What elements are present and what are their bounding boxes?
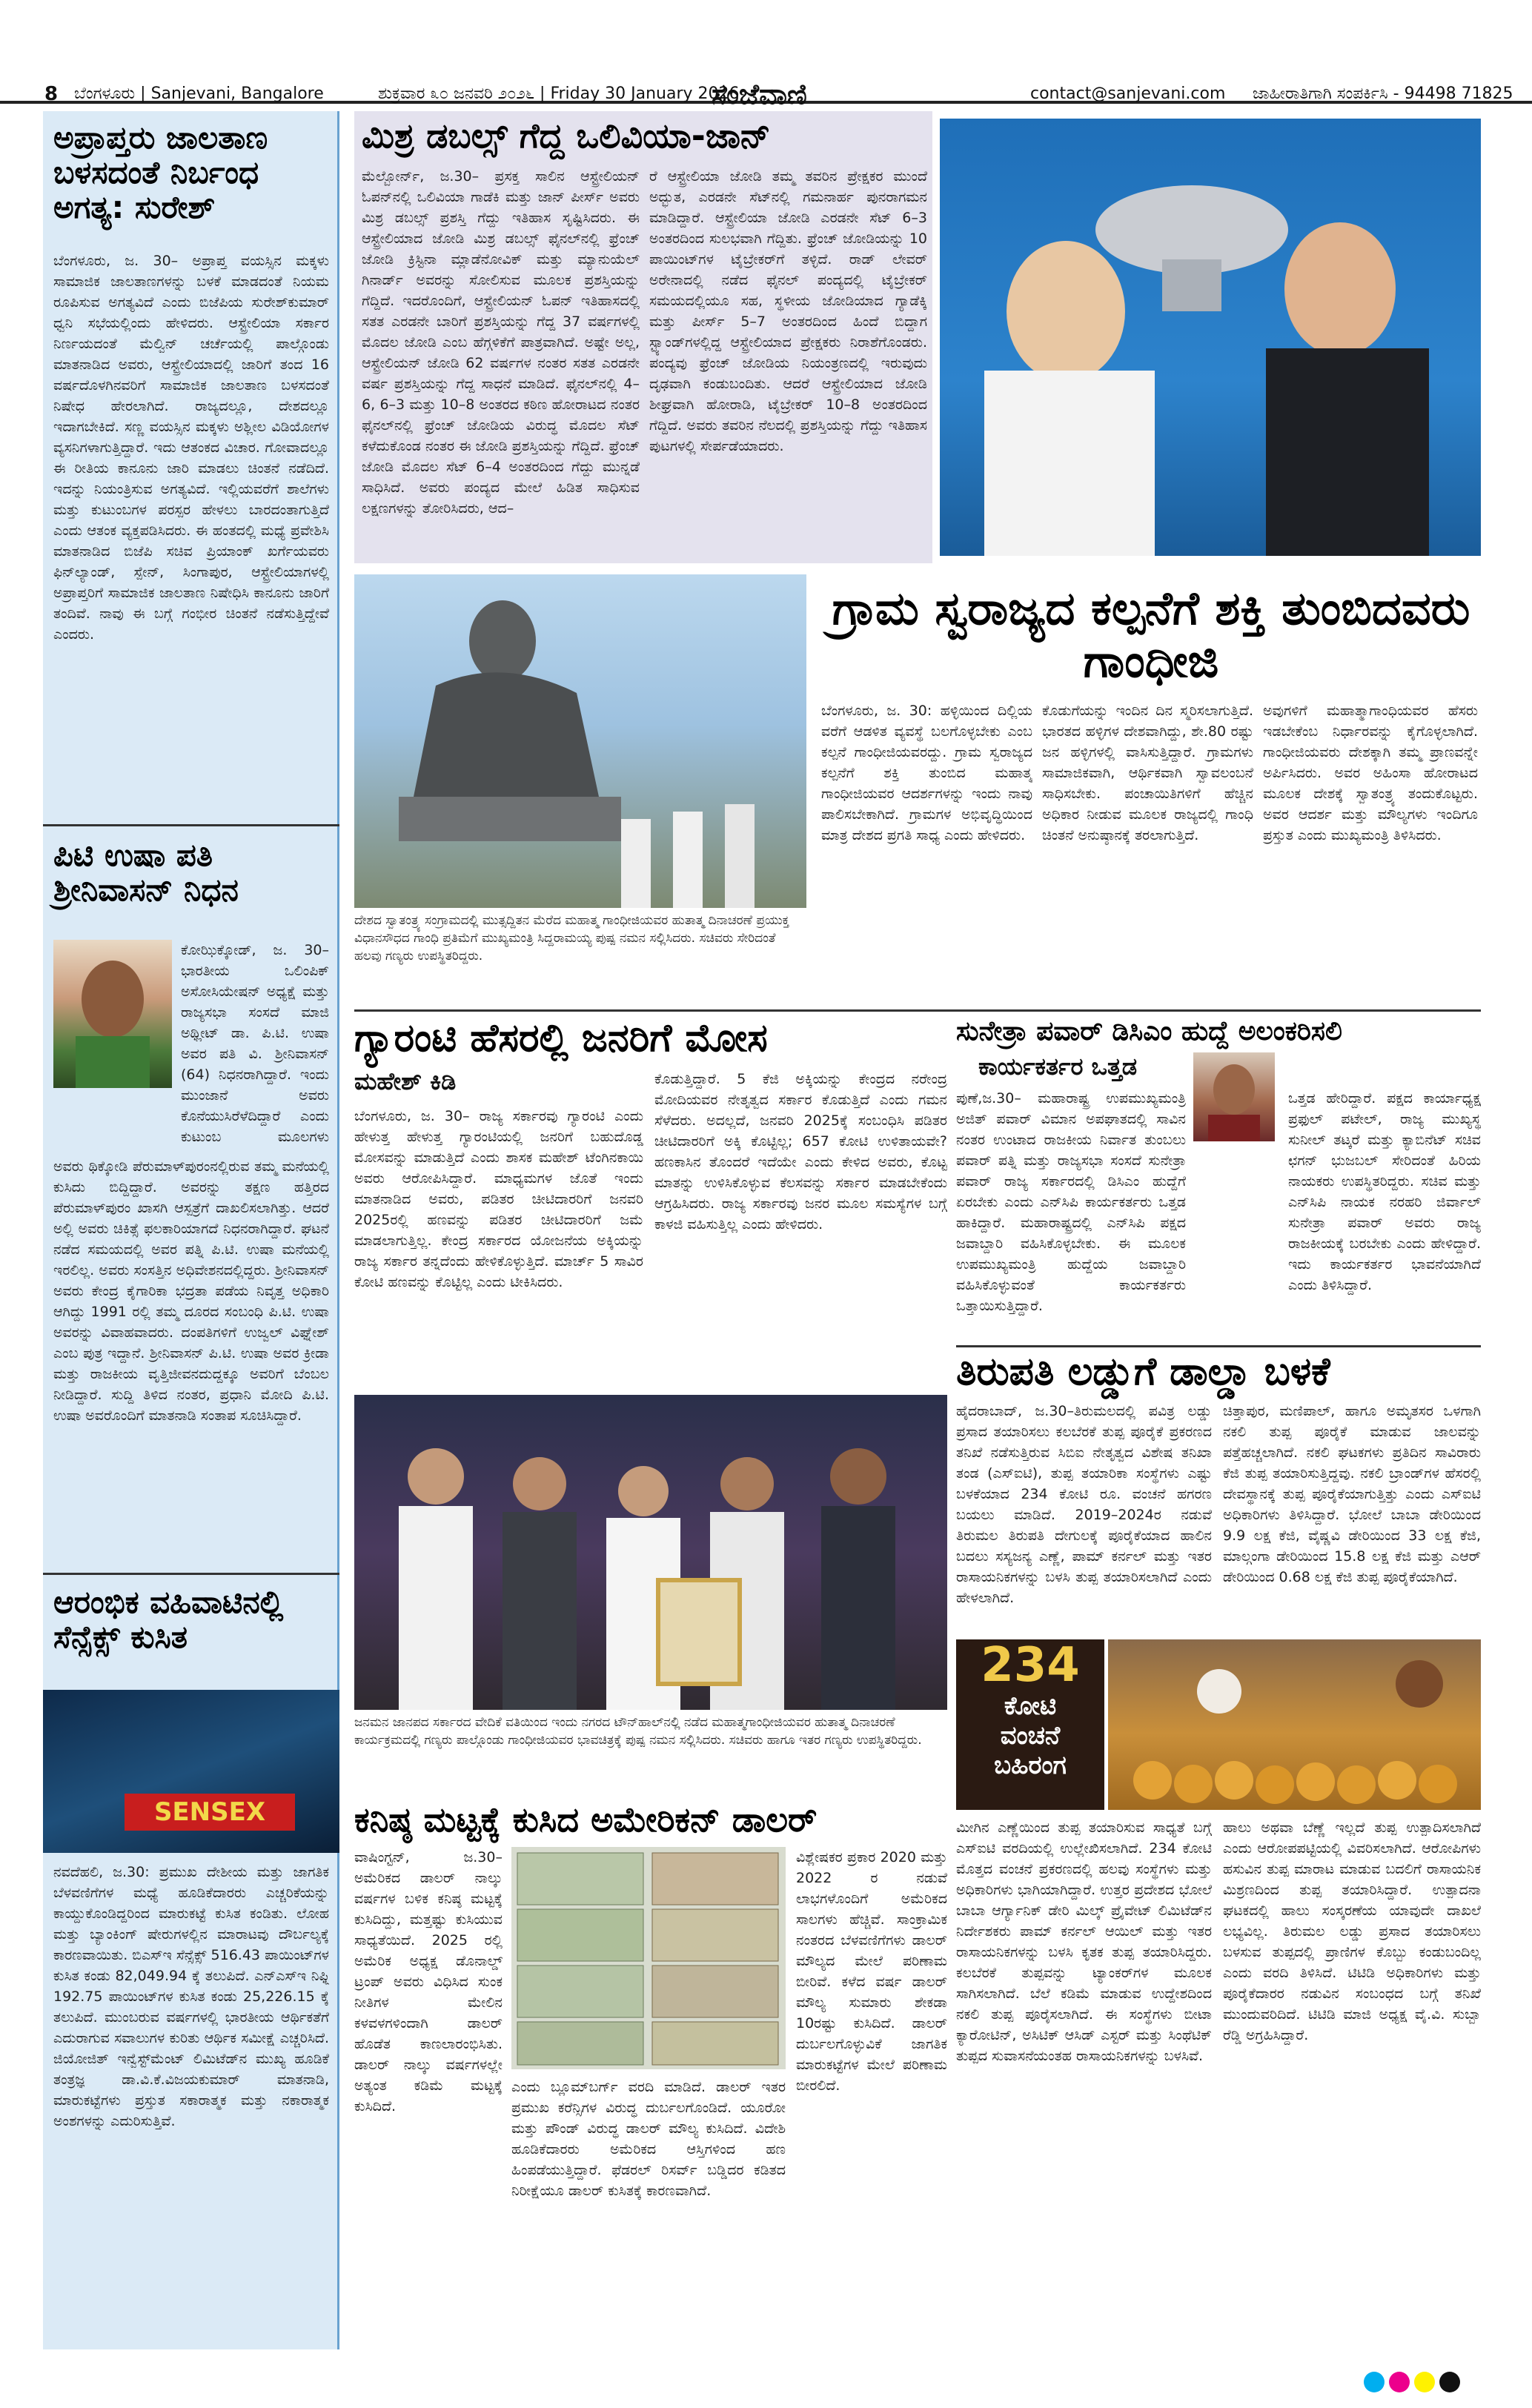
guarantee-col2: ಕೊಡುತ್ತಿದ್ದಾರೆ. 5 ಕೆಜಿ ಅಕ್ಕಿಯನ್ನು ಕೇಂದ್ರದ ನರೇಂದ್ರ ಮೋದಿಯವರ ನೇತೃತ್ವದ ಸರ್ಕಾರ ಕೊಡುತ್ತಿದೆ ಎಂದು ಗಮನ ಸೆಳೆದರು. ಅದಲ್ಲದೆ, ಜನವರಿ 2025ಕ್ಕೆ ಸಂಬಂಧಿಸಿ ಪಡಿತರ ಚೀಟಿದಾರರಿಗೆ ಅಕ್ಕಿ ಕೊಟ್ಟಿಲ್ಲ; 657 ಕೋಟಿ ಉಳಿತಾಯವೇ? ಹಣಕಾಸಿನ ತೊಂದರೆ ಇದೆಯೇ ಎಂದು ಕೇಳಿದ ಅವರು, ಕೊಟ್ಟ ಮಾತನ್ನು ಉಳಿಸಿಕೊಳ್ಳುವ ಕೆಲಸವನ್ನು ಸರ್ಕಾರ ಮಾಡಬೇಕೆಂದು ಆಗ್ರಹಿಸಿದರು. ರಾಜ್ಯ ಸರ್ಕಾರವು ಜನರ ಮೂಲ ಸಮಸ್ಯೆಗಳ ಬಗ್ಗೆ ಕಾಳಜಿ ವಹಿಸುತ್ತಿಲ್ಲ ಎಂದು ಹೇಳಿದರು.: [654, 1071, 947, 1233]
gandhi-statue-photo: [354, 574, 806, 908]
story2-body: ಅವರು ಥಿಕ್ಕೋಡಿ ಪೆರುಮಾಳ್‌ಪುರಂನಲ್ಲಿರುವ ತಮ್ಮ ಮನೆಯಲ್ಲಿ ಕುಸಿದು ಬಿದ್ದಿದ್ದಾರೆ. ಅವರನ್ನು ತಕ್ಷಣ ಹತ್ತಿರದ ಪೆರುಮಾಳ್‌ಪುರಂ ಖಾಸಗಿ ಆಸ್ಪತ್ರೆಗೆ ದಾಖಲಿಸಲಾಗಿತ್ತು. ಆದರೆ ಅಲ್ಲಿ ಅವರು ಚಿಕಿತ್ಸೆ ಫಲಕಾರಿಯಾಗದೆ ನಿಧನರಾಗಿದ್ದಾರೆ. ಘಟನೆ ನಡೆದ ಸಮಯದಲ್ಲಿ ಅವರ ಪತ್ನಿ ಪಿ.ಟಿ. ಉಷಾ ಮನೆಯಲ್ಲಿ ಇರಲಿಲ್ಲ. ಅವರು ಸಂಸತ್ತಿನ ಅಧಿವೇಶನದಲ್ಲಿದ್ದರು. ಶ್ರೀನಿವಾಸನ್ ಅವರು ಕೇಂದ್ರ ಕೈಗಾರಿಕಾ ಭದ್ರತಾ ಪಡೆಯ ನಿವೃತ್ತ ಅಧಿಕಾರಿ ಆಗಿದ್ದು 1991 ರಲ್ಲಿ ತಮ್ಮ ದೂರದ ಸಂಬಂಧಿ ಪಿ.ಟಿ. ಉಷಾ ಅವರನ್ನು ವಿವಾಹವಾದರು. ದಂಪತಿಗಳಿಗೆ ಉಜ್ವಲ್ ವಿಘ್ನೇಶ್ ಎಂಬ ಪುತ್ರ ಇದ್ದಾನೆ. ಶ್ರೀನಿವಾಸನ್ ಪಿ.ಟಿ. ಉಷಾ ಅವರ ಕ್ರೀಡಾ ಮತ್ತು ರಾಜಕೀಯ ವೃತ್ತಿಜೀವನದುದ್ದಕ್ಕೂ ಅವರಿಗೆ ಬೆಂಬಲ ನೀಡಿದ್ದಾರೆ. ಸುದ್ದಿ ತಿಳಿದ ನಂತರ, ಪ್ರಧಾನಿ ಮೋದಿ ಪಿ.ಟಿ. ಉಷಾ ಅವರೊಂದಿಗೆ ಮಾತನಾಡಿ ಸಂತಾಪ ಸೂಚಿಸಿದ್ದಾರೆ.: [53, 1158, 329, 1424]
tirupati-body2: ಚಿತ್ತಾಪುರ, ಮಣಿಪಾಲ್, ಹಾಗೂ ಅಮೃತಸರ ಒಳಗಾಗಿ ನಕಲಿ ತುಪ್ಪ ಪೂರೈಕೆ ಮಾಡುವ ಜಾಲವನ್ನು ಪತ್ತೆಹಚ್ಚಲಾಗಿದೆ. ನಕಲಿ ಘಟಕಗಳು ಪ್ರತಿದಿನ ಸಾವಿರಾರು ಕೆಜಿ ತುಪ್ಪ ತಯಾರಿಸುತ್ತಿದ್ದವು. ನಕಲಿ ಬ್ರಾಂಡ್‌ಗಳ ಹೆಸರಲ್ಲಿ ದೇವಸ್ಥಾನಕ್ಕೆ ತುಪ್ಪ ಪೂರೈಕೆಯಾಗುತ್ತಿತ್ತು ಎಂದು ಎಸ್‌ಐಟಿ ಅಧಿಕಾರಿಗಳು ತಿಳಿಸಿದ್ದಾರೆ. ಭೋಲೆ ಬಾಬಾ ಡೇರಿಯಿಂದ 9.9 ಲಕ್ಷ ಕೆಜಿ, ವೈಷ್ಣವಿ ಡೇರಿಯಿಂದ 33 ಲಕ್ಷ ಕೆಜಿ, ಮಾಲ್ಗಂಗಾ ಡೇರಿಯಿಂದ 15.8 ಲಕ್ಷ ಕೆಜಿ ಮತ್ತು ಎಆರ್ ಡೇರಿಯಿಂದ 0.68 ಲಕ್ಷ ಕೆಜಿ ತುಪ್ಪ ಪೂರೈಕೆಯಾಗಿದೆ.: [1223, 1403, 1481, 1585]
gandhi-col2: ಕೊಡುಗೆಯನ್ನು ಇಂದಿನ ದಿನ ಸ್ಮರಿಸಲಾಗುತ್ತಿದೆ. ಭಾರತದ ಹಳ್ಳಿಗಳ ದೇಶವಾಗಿದ್ದು, ಶೇ.80 ರಷ್ಟು ಜನ ಹಳ್ಳಿಗಳಲ್ಲಿ ವಾಸಿಸುತ್ತಿದ್ದಾರೆ. ಗ್ರಾಮಗಳು ಸಾಮಾಜಿಕವಾಗಿ, ಆರ್ಥಿಕವಾಗಿ ಸ್ವಾವಲಂಬನೆ ಸಾಧಿಸಬೇಕು. ಪಂಚಾಯಿತಿಗಳಿಗೆ ಹೆಚ್ಚಿನ ಅಧಿಕಾರ ನೀಡುವ ಮೂಲಕ ರಾಜ್ಯದಲ್ಲಿ ಗಾಂಧಿ ಚಿಂತನೆ ಅನುಷ್ಠಾನಕ್ಕೆ ತರಲಾಗುತ್ತಿದೆ.: [1042, 703, 1253, 843]
sensex-photo: [43, 1690, 339, 1853]
guarantee-headline: ಗ್ಯಾರಂಟಿ ಹೆಸರಲ್ಲಿ ಜನರಿಗೆ ಮೋಸ: [354, 1016, 768, 1061]
highlight-line4: ಬಹಿರಂಗ: [994, 1751, 1067, 1780]
story1-headline: ಅಪ್ರಾಪ್ತರು ಜಾಲತಾಣ ಬಳಸದಂತೆ ನಿರ್ಬಂಧ ಅಗತ್ಯ: ಸುರೇಶ್: [53, 119, 268, 226]
statue-icon: [354, 574, 806, 908]
tirupati-story: [956, 1350, 1481, 2344]
trophy-photo-icon: [940, 119, 1481, 556]
guarantee-byline: ಮಹೇಶ್ ಕಿಡಿ: [354, 1067, 457, 1095]
ad-contact: ಜಾಹೀರಾತಿಗಾಗಿ ಸಂಪರ್ಕಿಸಿ - 94498 71825: [1253, 84, 1513, 103]
sunetra-story: [956, 1017, 1481, 1343]
guarantee-col1: ಬೆಂಗಳೂರು, ಜ. 30– ರಾಜ್ಯ ಸರ್ಕಾರವು ಗ್ಯಾರಂಟಿ ಎಂದು ಹೇಳುತ್ತ ಹೇಳುತ್ತ ಗ್ಯಾರಂಟಿಯಲ್ಲಿ ಜನರಿಗೆ ಬಹುದೊಡ್ಡ ಮೋಸವನ್ನು ಮಾಡುತ್ತಿದೆ ಎಂದು ಶಾಸಕ ಮಹೇಶ್ ಟೆಂಗಿನಕಾಯಿ ಅವರು ಆರೋಪಿಸಿದ್ದಾರೆ. ಮಾಧ್ಯಮಗಳ ಜೊತೆ ಇಂದು ಮಾತನಾಡಿದ ಅವರು, ಪಡಿತರ ಚೀಟಿದಾರರಿಗೆ ಜನವರಿ 2025ರಲ್ಲಿ ಹಣವನ್ನು ಪಡಿತರ ಚೀಟಿದಾರರಿಗೆ ಜಮೆ ಮಾಡಲಾಗುತ್ತಿಲ್ಲ. ಕೇಂದ್ರ ಸರ್ಕಾರದ ಯೋಜನೆಯ ಅಕ್ಕಿಯನ್ನು ರಾಜ್ಯ ಸರ್ಕಾರ ತನ್ನದೆಂದು ಹೇಳಿಕೊಳ್ಳುತ್ತಿದೆ. ಮಾರ್ಚ್ 5 ಸಾವಿರ ಕೋಟಿ ಹಣವನ್ನು ಕೊಟ್ಟಿಲ್ಲ ಎಂದು ಟೀಕಿಸಿದರು.: [354, 1108, 643, 1290]
edition-location: ಬೆಂಗಳೂರು | Sanjevani, Bangalore: [74, 84, 324, 103]
dollar-col1: ವಾಷಿಂಗ್ಟನ್, ಜ.30– ಅಮೆರಿಕದ ಡಾಲರ್ ನಾಲ್ಕು ವರ್ಷಗಳ ಬಳಿಕ ಕನಿಷ್ಠ ಮಟ್ಟಕ್ಕೆ ಕುಸಿದಿದ್ದು, ಮತ್ತಷ್ಟು ಕುಸಿಯುವ ಸಾಧ್ಯತೆಯಿದೆ. 2025 ರಲ್ಲಿ ಅಮೆರಿಕ ಅಧ್ಯಕ್ಷ ಡೊನಾಲ್ಡ್ ಟ್ರಂಪ್ ಅವರು ವಿಧಿಸಿದ ಸುಂಕ ನೀತಿಗಳ ಮೇಲಿನ ಕಳವಳಗಳಿಂದಾಗಿ ಡಾಲರ್ ಹೊಡೆತ ಕಾಣಲಾರಂಭಿಸಿತು. ಡಾಲರ್ ನಾಲ್ಕು ವರ್ಷಗಳಲ್ಲೇ ಅತ್ಯಂತ ಕಡಿಮೆ ಮಟ್ಟಕ್ಕೆ ಕುಸಿದಿದೆ.: [354, 1849, 503, 2115]
guarantee-story: [354, 1017, 947, 1795]
black-mark: [1439, 2372, 1460, 2392]
page-header: [0, 0, 1532, 110]
gandhi-col3: ಅವುಗಳಿಗೆ ಮಹಾತ್ಮಾಗಾಂಧಿಯವರ ಹೆಸರು ಇಡಬೇಕೆಂಬ ನಿರ್ಧಾರವನ್ನು ಕೈಗೊಳ್ಳಲಾಗಿದೆ. ಗಾಂಧೀಜಿಯವರು ದೇಶಕ್ಕಾಗಿ ತಮ್ಮ ಪ್ರಾಣವನ್ನೇ ಅರ್ಪಿಸಿದರು. ಅವರ ಅಹಿಂಸಾ ಹೋರಾಟದ ಮೂಲಕ ದೇಶಕ್ಕೆ ಸ್ವಾತಂತ್ರ್ಯ ತಂದುಕೊಟ್ಟರು. ಅವರ ಆದರ್ಶ ಮತ್ತು ಮೌಲ್ಯಗಳು ಇಂದಿಗೂ ಪ್ರಸ್ತುತ ಎಂದು ಮುಖ್ಯಮಂತ್ರಿ ತಿಳಿಸಿದರು.: [1263, 703, 1478, 843]
contact-email[interactable]: contact@sanjevani.com: [1030, 84, 1226, 103]
divider: [43, 824, 339, 826]
highlight-amount: 234: [981, 1638, 1080, 1693]
dollar-col2: ಎಂದು ಬ್ಲೂಮ್‌ಬರ್ಗ್ ವರದಿ ಮಾಡಿದೆ. ಡಾಲರ್ ಇತರ ಪ್ರಮುಖ ಕರೆನ್ಸಿಗಳ ವಿರುದ್ಧ ದುರ್ಬಲಗೊಂಡಿದೆ. ಯೂರೋ ಮತ್ತು ಪೌಂಡ್ ವಿರುದ್ಧ ಡಾಲರ್ ಮೌಲ್ಯ ಕುಸಿದಿದೆ. ವಿದೇಶಿ ಹೂಡಿಕೆದಾರರು ಅಮೆರಿಕದ ಆಸ್ತಿಗಳಿಂದ ಹಣ ಹಿಂಪಡೆಯುತ್ತಿದ್ದಾರೆ. ಫೆಡರಲ್ ರಿಸರ್ವ್ ಬಡ್ಡಿದರ ಕಡಿತದ ನಿರೀಕ್ಷೆಯೂ ಡಾಲರ್ ಕುಸಿತಕ್ಕೆ ಕಾರಣವಾಗಿದೆ.: [511, 2079, 786, 2199]
dollar-story: [354, 1801, 947, 2349]
fraud-highlight-box: [956, 1639, 1104, 1810]
story3-headline: ಆರಂಭಿಕ ವಹಿವಾಟಿನಲ್ಲಿ ಸೆನ್ಸೆಕ್ಸ್ ಕುಸಿತ: [53, 1584, 284, 1656]
dollar-col3: ವಿಶ್ಲೇಷಕರ ಪ್ರಕಾರ 2020 ಮತ್ತು 2022 ರ ನಡುವೆ ಲಾಭಗಳೊಂದಿಗೆ ಅಮೆರಿಕದ ಸಾಲಗಳು ಹೆಚ್ಚಿವೆ. ಸಾಂಕ್ರಾಮಿಕ ನಂತರದ ಬೆಳವಣಿಗೆಗಳು ಡಾಲರ್ ಮೌಲ್ಯದ ಮೇಲೆ ಪರಿಣಾಮ ಬೀರಿವೆ. ಕಳೆದ ವರ್ಷ ಡಾಲರ್ ಮೌಲ್ಯ ಸುಮಾರು ಶೇಕಡಾ 10ರಷ್ಟು ಕುಸಿದಿದೆ. ಡಾಲರ್ ದುರ್ಬಲಗೊಳ್ಳುವಿಕೆ ಜಾಗತಿಕ ಮಾರುಕಟ್ಟೆಗಳ ಮೇಲೆ ಪರಿಣಾಮ ಬೀರಲಿದೆ.: [796, 1849, 947, 2094]
portrait-icon: [53, 940, 172, 1088]
gandhi-caption: ದೇಶದ ಸ್ವಾತಂತ್ರ್ಯ ಸಂಗ್ರಾಮದಲ್ಲಿ ಮುತ್ಸದ್ದಿತನ ಮೆರೆದ ಮಹಾತ್ಮ ಗಾಂಧೀಜಿಯವರ ಹುತಾತ್ಮ ದಿನಾಚರಣೆ ಪ್ರಯುಕ್ತ ವಿಧಾನಸೌಧದ ಗಾಂಧಿ ಪ್ರತಿಮೆಗೆ ಮುಖ್ಯಮಂತ್ರಿ ಸಿದ್ದರಾಮಯ್ಯ ಪುಷ್ಪ ನಮನ ಸಲ್ಲಿಸಿದರು. ಸಚಿವರು ಸೇರಿದಂತೆ ಹಲವು ಗಣ್ಯರು ಉಪಸ್ಥಿತರಿದ್ದರು.: [354, 913, 789, 963]
story2-headline: ಪಿಟಿ ಉಷಾ ಪತಿ ಶ್ರೀನಿವಾಸನ್ ನಿಧನ: [53, 837, 239, 909]
print-color-marks: [1364, 2372, 1465, 2395]
sensex-sign: SENSEX: [125, 1794, 295, 1831]
page-number: 8: [44, 83, 59, 105]
portrait-icon: [1193, 1052, 1275, 1141]
highlight-line3: ವಂಚನೆ: [1000, 1721, 1061, 1751]
left-column: [43, 111, 339, 2349]
edition-date: ಶುಕ್ರವಾರ ೩೦ ಜನವರಿ ೨೦೨೬ | Friday 30 January 2026: [378, 84, 740, 103]
tirupati-headline: ತಿರುಪತಿ ಲಡ್ಡುಗೆ ಡಾಲ್ಡಾ ಬಳಕೆ: [956, 1350, 1330, 1394]
tirupati-body: ಹೈದರಾಬಾದ್, ಜ.30–ತಿರುಮಲದಲ್ಲಿ ಪವಿತ್ರ ಲಡ್ಡು ಪ್ರಸಾದ ತಯಾರಿಸಲು ಕಲಬೆರಕೆ ತುಪ್ಪ ಪೂರೈಕೆ ಪ್ರಕರಣದ ತನಿಖೆ ನಡೆಸುತ್ತಿರುವ ಸಿಬಿಐ ನೇತೃತ್ವದ ವಿಶೇಷ ತನಿಖಾ ತಂಡ (ಎಸ್‌ಐಟಿ), ತುಪ್ಪ ತಯಾರಿಕಾ ಸಂಸ್ಥೆಗಳು ಎಷ್ಟು ಬಳಕೆಯಾದ 234 ಕೋಟಿ ರೂ. ವಂಚನೆ ಹಗರಣ ಬಯಲು ಮಾಡಿದೆ. 2019–2024ರ ನಡುವೆ ತಿರುಮಲ ತಿರುಪತಿ ದೇಗುಲಕ್ಕೆ ಪೂರೈಕೆಯಾದ ಹಾಲಿನ ಬದಲು ಸಸ್ಯಜನ್ಯ ಎಣ್ಣೆ, ಪಾಮ್ ಕರ್ನಲ್ ಮತ್ತು ಇತರ ರಾಸಾಯನಿಕಗಳನ್ನು ಬಳಸಿ ತುಪ್ಪ ತಯಾರಿಸಲಾಗಿದೆ ಎಂದು ಹೇಳಲಾಗಿದೆ.: [956, 1403, 1212, 1606]
cyan-mark: [1364, 2372, 1385, 2392]
story2-body-top: ಕೋಝಿಕ್ಕೋಡ್, ಜ. 30– ಭಾರತೀಯ ಒಲಿಂಪಿಕ್ ಅಸೋಸಿಯೇಷನ್ ಅಧ್ಯಕ್ಷೆ ಮತ್ತು ರಾಜ್ಯಸಭಾ ಸಂಸದೆ ಮಾಜಿ ಅಥ್ಲೀಟ್ ಡಾ. ಪಿ.ಟಿ. ಉಷಾ ಅವರ ಪತಿ ವಿ. ಶ್ರೀನಿವಾಸನ್ (64) ನಿಧನರಾಗಿದ್ದಾರೆ. ಇಂದು ಮುಂಜಾನೆ ಅವರು ಕೊನೆಯುಸಿರೆಳೆದಿದ್ದಾರೆ ಎಂದು ಕುಟುಂಬ ಮೂಲಗಳು: [181, 942, 329, 1145]
event-people-icon: [354, 1395, 947, 1710]
laddu-photo: [1108, 1639, 1481, 1810]
magenta-mark: [1389, 2372, 1410, 2392]
tennis-col1: ಮೆಲ್ಬೋರ್ನ್, ಜ.30– ಪ್ರಸಕ್ತ ಸಾಲಿನ ಆಸ್ಟ್ರೇಲಿಯನ್ ಓಪನ್‌ನಲ್ಲಿ ಒಲಿವಿಯಾ ಗಾಡೆಕಿ ಮತ್ತು ಜಾನ್ ಪೀರ್ಸ್ ಅವರು ಮಿಶ್ರ ಡಬಲ್ಸ್ ಪ್ರಶಸ್ತಿ ಗೆದ್ದು ಇತಿಹಾಸ ಸೃಷ್ಟಿಸಿದರು. ಈ ಆಸ್ಟ್ರೇಲಿಯಾದ ಜೋಡಿ ಮಿಶ್ರ ಡಬಲ್ಸ್ ಫೈನಲ್‌ನಲ್ಲಿ ಫ್ರೆಂಚ್ ಜೋಡಿ ಕ್ರಿಸ್ಟಿನಾ ಮ್ಲಾಡೆನೋವಿಕ್ ಮತ್ತು ಮ್ಯಾನುಯೆಲ್ ಗಿನಾರ್ಡ್ ಅವರನ್ನು ಸೋಲಿಸುವ ಮೂಲಕ ಪ್ರಶಸ್ತಿಯನ್ನು ಗೆದ್ದಿದೆ. ಇದರೊಂದಿಗೆ, ಆಸ್ಟ್ರೇಲಿಯನ್ ಓಪನ್ ಇತಿಹಾಸದಲ್ಲಿ ಸತತ ಎರಡನೇ ಬಾರಿಗೆ ಪ್ರಶಸ್ತಿಯನ್ನು ಗೆದ್ದ 37 ವರ್ಷಗಳಲ್ಲಿ ಮೊದಲ ಜೋಡಿ ಎಂಬ ಹೆಗ್ಗಳಿಕೆಗೆ ಪಾತ್ರವಾಗಿದೆ. ಅಷ್ಟೇ ಅಲ್ಲ, ಆಸ್ಟ್ರೇಲಿಯನ್ ಜೋಡಿ 62 ವರ್ಷಗಳ ನಂತರ ಸತತ ಎರಡನೇ ವರ್ಷ ಪ್ರಶಸ್ತಿಯನ್ನು ಗೆದ್ದ ಸಾಧನೆ ಮಾಡಿದೆ. ಫೈನಲ್‌ನಲ್ಲಿ 4–6, 6–3 ಮತ್ತು 10–8 ಅಂತರದ ಕಠಿಣ ಹೋರಾಟದ ನಂತರ ಫೈನಲ್‌ನಲ್ಲಿ ಫ್ರೆಂಚ್ ಜೋಡಿಯ ವಿರುದ್ಧ ಮೊದಲ ಸೆಟ್ ಕಳೆದುಕೊಂಡ ನಂತರ ಈ ಜೋಡಿ ಪ್ರಶಸ್ತಿಯನ್ನು ಗೆದ್ದಿದೆ. ಫ್ರೆಂಚ್ ಜೋಡಿ ಮೊದಲ ಸೆಟ್ 6–4 ಅಂತರದಿಂದ ಗೆದ್ದು ಮುನ್ನಡೆ ಸಾಧಿಸಿದೆ. ಅವರು ಪಂದ್ಯದ ಮೇಲೆ ಹಿಡಿತ ಸಾಧಿಸುವ ಲಕ್ಷಣಗಳನ್ನು ತೋರಿಸಿದರು, ಆದ–: [362, 168, 640, 517]
gandhi-story: [354, 574, 1481, 1004]
yellow-mark: [1414, 2372, 1435, 2392]
sunetra-body: ಪುಣೆ,ಜ.30– ಮಹಾರಾಷ್ಟ್ರ ಉಪಮುಖ್ಯಮಂತ್ರಿ ಅಜಿತ್ ಪವಾರ್ ವಿಮಾನ ಅಪಘಾತದಲ್ಲಿ ಸಾವಿನ ನಂತರ ಉಂಟಾದ ರಾಜಕೀಯ ನಿರ್ವಾತ ತುಂಬಲು ಪವಾರ್ ಪತ್ನಿ ಮತ್ತು ರಾಜ್ಯಸಭಾ ಸಂಸದೆ ಸುನೇತ್ರಾ ಪವಾರ್ ರಾಜ್ಯ ಸರ್ಕಾರದಲ್ಲಿ ಡಿಸಿಎಂ ಹುದ್ದೆಗೆ ಏರಬೇಕು ಎಂದು ಎನ್‌ಸಿಪಿ ಕಾರ್ಯಕರ್ತರು ಒತ್ತಡ ಹಾಕಿದ್ದಾರೆ. ಮಹಾರಾಷ್ಟ್ರದಲ್ಲಿ ಎನ್‌ಸಿಪಿ ಪಕ್ಷದ ಜವಾಬ್ದಾರಿ ವಹಿಸಿಕೊಳ್ಳಬೇಕು. ಈ ಮೂಲಕ ಉಪಮುಖ್ಯಮಂತ್ರಿ ಹುದ್ದೆಯ ಜವಾಬ್ದಾರಿ ವಹಿಸಿಕೊಳ್ಳುವಂತೆ ಕಾರ್ಯಕರ್ತರು ಒತ್ತಾಯಿಸುತ್ತಿದ್ದಾರೆ.: [956, 1090, 1186, 1314]
gandhi-headline: ಗ್ರಾಮ ಸ್ವರಾಜ್ಯದ ಕಲ್ಪನೆಗೆ ಶಕ್ತಿ ತುಂಬಿದವರು ಗಾಂಧೀಜಿ: [832, 581, 1470, 689]
tirupati-col-b: ಹಾಲು ಅಥವಾ ಬೆಣ್ಣೆ ಇಲ್ಲದೆ ತುಪ್ಪ ಉತ್ಪಾದಿಸಲಾಗಿದೆ ಎಂದು ಆರೋಪಪಟ್ಟಿಯಲ್ಲಿ ವಿವರಿಸಲಾಗಿದೆ. ಆರೋಪಿಗಳು ಹಸುವಿನ ತುಪ್ಪ ಮಾರಾಟ ಮಾಡುವ ಬದಲಿಗೆ ರಾಸಾಯನಿಕ ಮಿಶ್ರಣದಿಂದ ತುಪ್ಪ ತಯಾರಿಸಿದ್ದಾರೆ. ಉತ್ಪಾದನಾ ಘಟಕದಲ್ಲಿ ಹಾಲು ಸಂಸ್ಕರಣೆಯ ಯಾವುದೇ ದಾಖಲೆ ಲಭ್ಯವಿಲ್ಲ. ತಿರುಮಲ ಲಡ್ಡು ಪ್ರಸಾದ ತಯಾರಿಸಲು ಬಳಸುವ ತುಪ್ಪದಲ್ಲಿ ಪ್ರಾಣಿಗಳ ಕೊಬ್ಬು ಕಂಡುಬಂದಿಲ್ಲ ಎಂದು ವರದಿ ತಿಳಿಸಿದೆ. ಟಿಟಿಡಿ ಅಧಿಕಾರಿಗಳು ಮತ್ತು ಪೂರೈಕೆದಾರರ ನಡುವಿನ ಸಂಬಂಧದ ಬಗ್ಗೆ ತನಿಖೆ ಮುಂದುವರಿದಿದೆ. ಟಿಟಿಡಿ ಮಾಜಿ ಅಧ್ಯಕ್ಷ ವೈ.ವಿ. ಸುಬ್ಬಾ ರೆಡ್ಡಿ ಅಗ್ರಹಿಸಿದ್ದಾರೆ.: [1223, 1820, 1481, 2043]
divider: [956, 1345, 1481, 1347]
laddu-icon: [1108, 1639, 1481, 1810]
srinivasan-photo: [53, 940, 172, 1088]
sunetra-body2: ಒತ್ತಡ ಹೇರಿದ್ದಾರೆ. ಪಕ್ಷದ ಕಾರ್ಯಾಧ್ಯಕ್ಷ ಪ್ರಫುಲ್ ಪಟೇಲ್, ರಾಜ್ಯ ಮುಖ್ಯಸ್ಥ ಸುನೀಲ್ ತಟ್ಕರೆ ಮತ್ತು ಕ್ಯಾಬಿನೆಟ್ ಸಚಿವ ಛಗನ್ ಭುಜಬಲ್ ಸೇರಿದಂತೆ ಹಿರಿಯ ನಾಯಕರು ಉಪಸ್ಥಿತರಿದ್ದರು. ಸಚಿವ ಮತ್ತು ಎನ್‌ಸಿಪಿ ನಾಯಕ ನರಹರಿ ಜಿರ್ವಾಲ್ ಸುನೇತ್ರಾ ಪವಾರ್ ಅವರು ರಾಜ್ಯ ರಾಜಕೀಯಕ್ಕೆ ಬರಬೇಕು ಎಂದು ಹೇಳಿದ್ದಾರೆ. ಇದು ಕಾರ್ಯಕರ್ತರ ಭಾವನೆಯಾಗಿದೆ ಎಂದು ತಿಳಿಸಿದ್ದಾರೆ.: [1288, 1090, 1481, 1293]
gandhi-col1: ಬೆಂಗಳೂರು, ಜ. 30: ಹಳ್ಳಿಯಿಂದ ದಿಲ್ಲಿಯ ವರೆಗೆ ಆಡಳಿತ ವ್ಯವಸ್ಥೆ ಬಲಗೊಳ್ಳಬೇಕು ಎಂಬ ಕಲ್ಪನೆ ಗಾಂಧೀಜಿಯವರದ್ದು. ಗ್ರಾಮ ಸ್ವರಾಜ್ಯದ ಕಲ್ಪನೆಗೆ ಶಕ್ತಿ ತುಂಬಿದ ಮಹಾತ್ಮ ಗಾಂಧೀಜಿಯವರ ಆದರ್ಶಗಳನ್ನು ಇಂದು ನಾವು ಪಾಲಿಸಬೇಕಾಗಿದೆ. ಗ್ರಾಮಗಳ ಅಭಿವೃದ್ಧಿಯಿಂದ ಮಾತ್ರ ದೇಶದ ಪ್ರಗತಿ ಸಾಧ್ಯ ಎಂದು ಹೇಳಿದರು.: [821, 703, 1032, 843]
sunetra-subhead: ಕಾರ್ಯಕರ್ತರ ಒತ್ತಡ: [978, 1052, 1138, 1081]
dollar-notes-photo: [511, 1847, 786, 2069]
masthead-logo: ಸಂಜೆವಾಣಿ: [712, 77, 807, 110]
tennis-photo: [940, 119, 1481, 556]
tennis-col2: ರೆ ಆಸ್ಟ್ರೇಲಿಯಾ ಜೋಡಿ ತಮ್ಮ ತವರಿನ ಪ್ರೇಕ್ಷಕರ ಮುಂದೆ ಅದ್ಭುತ, ಎರಡನೇ ಸೆಟ್‌ನಲ್ಲಿ ಗಮನಾರ್ಹ ಪುನರಾಗಮನ ಮಾಡಿದ್ದಾರೆ. ಆಸ್ಟ್ರೇಲಿಯಾ ಜೋಡಿ ಎರಡನೇ ಸೆಟ್ 6–3 ಅಂತರದಿಂದ ಸುಲಭವಾಗಿ ಗೆದ್ದಿತು. ಫ್ರೆಂಚ್ ಜೋಡಿಯನ್ನು 10 ಪಾಯಿಂಟ್‌ಗಳ ಟೈಬ್ರೇಕರ್‌ಗೆ ತಳ್ಳಿದೆ. ರಾಡ್ ಲೇವರ್ ಅರೇನಾದಲ್ಲಿ ನಡೆದ ಫೈನಲ್ ಪಂದ್ಯದಲ್ಲಿ ಟೈಬ್ರೇಕರ್ ಸಮಯದಲ್ಲಿಯೂ ಸಹ, ಸ್ಥಳೀಯ ಜೋಡಿಯಾದ ಗ್ಯಾಡೆಕ್ಕಿ ಮತ್ತು ಪೀರ್ಸ್ 5–7 ಅಂತರದಿಂದ ಹಿಂದೆ ಬಿದ್ದಾಗ ಸ್ಟ್ಯಾಂಡ್‌ಗಳಲ್ಲಿದ್ದ ಆಸ್ಟ್ರೇಲಿಯಾದ ಪ್ರೇಕ್ಷಕರು ನಿರಾಶೆಗೊಂಡರು. ಪಂದ್ಯವು ಫ್ರೆಂಚ್ ಜೋಡಿಯ ನಿಯಂತ್ರಣದಲ್ಲಿ ಇರುವುದು ದೃಢವಾಗಿ ಕಂಡುಬಂದಿತು. ಆದರೆ ಆಸ್ಟ್ರೇಲಿಯಾದ ಜೋಡಿ ಶೀಘ್ರವಾಗಿ ಹೋರಾಡಿ, ಟೈಬ್ರೇಕರ್ 10–8 ಅಂತರದಿಂದ ಗೆದ್ದಿದೆ. ಅವರು ತವರಿನ ನೆಲದಲ್ಲಿ ಪ್ರಶಸ್ತಿಯನ್ನು ಗೆದ್ದು ಇತಿಹಾಸ ಪುಟಗಳಲ್ಲಿ ಸೇರ್ಪಡೆಯಾದರು.: [649, 168, 927, 454]
event-caption: ಜನಮನ ಜಾನಪದ ಸರ್ಕಾರದ ವೇದಿಕೆ ವತಿಯಿಂದ ಇಂದು ನಗರದ ಟೌನ್‌ಹಾಲ್‌ನಲ್ಲಿ ನಡೆದ ಮಹಾತ್ಮಗಾಂಧೀಜಿಯವರ ಹುತಾತ್ಮ ದಿನಾಚರಣೆ ಕಾರ್ಯಕ್ರಮದಲ್ಲಿ ಗಣ್ಯರು ಪಾಲ್ಗೊಂಡು ಗಾಂಧೀಜಿಯವರ ಭಾವಚಿತ್ರಕ್ಕೆ ಪುಷ್ಪ ನಮನ ಸಲ್ಲಿಸಿದರು. ಸಚಿವರು ಹಾಗೂ ಇತರ ಗಣ್ಯರು ಉಪಸ್ಥಿತರಿದ್ದರು.: [354, 1715, 922, 1748]
sunetra-headline: ಸುನೇತ್ರಾ ಪವಾರ್ ಡಿಸಿಎಂ ಹುದ್ದೆ ಅಲಂಕರಿಸಲಿ: [956, 1016, 1342, 1047]
sunetra-photo: [1193, 1052, 1275, 1141]
divider: [43, 1573, 339, 1575]
story3-body: ನವದೆಹಲಿ, ಜ.30: ಪ್ರಮುಖ ದೇಶೀಯ ಮತ್ತು ಜಾಗತಿಕ ಬೆಳವಣಿಗೆಗಳ ಮಧ್ಯೆ ಹೂಡಿಕೆದಾರರು ಎಚ್ಚರಿಕೆಯನ್ನು ಕಾಯ್ದುಕೊಂಡಿದ್ದರಿಂದ ಮಾರುಕಟ್ಟೆ ಕುಸಿತ ಕಂಡಿತು. ಲೋಹ ಮತ್ತು ಬ್ಯಾಂಕಿಂಗ್ ಷೇರುಗಳಲ್ಲಿನ ಮಾರಾಟವು ದೌರ್ಬಲ್ಯಕ್ಕೆ ಕಾರಣವಾಯಿತು. ಬಿಎಸ್‌ಇ ಸೆನ್ಸೆಕ್ಸ್ 516.43 ಪಾಯಿಂಟ್‌ಗಳ ಕುಸಿತ ಕಂಡು 82,049.94 ಕ್ಕೆ ತಲುಪಿದೆ. ಎನ್‌ಎಸ್‌ಇ ನಿಫ್ಟಿ 192.75 ಪಾಯಿಂಟ್‌ಗಳ ಕುಸಿತ ಕಂಡು 25,226.15 ಕ್ಕೆ ತಲುಪಿದೆ. ಮುಂಬರುವ ವರ್ಷಗಳಲ್ಲಿ ಭಾರತೀಯ ಆರ್ಥಿಕತೆಗೆ ಎದುರಾಗುವ ಸವಾಲುಗಳ ಕುರಿತು ಆರ್ಥಿಕ ಸಮೀಕ್ಷೆ ಎಚ್ಚರಿಸಿದೆ. ಜಿಯೋಜಿತ್ ಇನ್ವೆಸ್ಟ್‌ಮೆಂಟ್ ಲಿಮಿಟೆಡ್‌ನ ಮುಖ್ಯ ಹೂಡಿಕೆ ತಂತ್ರಜ್ಞ ಡಾ.ವಿ.ಕೆ.ವಿಜಯಕುಮಾರ್ ಮಾತನಾಡಿ, ಮಾರುಕಟ್ಟೆಗಳು ಪ್ರಸ್ತುತ ಸಕಾರಾತ್ಮಕ ಮತ್ತು ನಕಾರಾತ್ಮಕ ಅಂಶಗಳನ್ನು ಎದುರಿಸುತ್ತಿವೆ.: [53, 1864, 329, 2129]
dollar-headline: ಕನಿಷ್ಠ ಮಟ್ಟಕ್ಕೆ ಕುಸಿದ ಅಮೇರಿಕನ್ ಡಾಲರ್: [354, 1800, 818, 1840]
tirupati-col-a: ಮೀಗಿನ ಎಣ್ಣೆಯಿಂದ ತುಪ್ಪ ತಯಾರಿಸುವ ಸಾಧ್ಯತೆ ಬಗ್ಗೆ ಎಸ್‌ಐಟಿ ವರದಿಯಲ್ಲಿ ಉಲ್ಲೇಖಿಸಲಾಗಿದೆ. 234 ಕೋಟಿ ಮೊತ್ತದ ವಂಚನೆ ಪ್ರಕರಣದಲ್ಲಿ ಹಲವು ಸಂಸ್ಥೆಗಳು ಮತ್ತು ಅಧಿಕಾರಿಗಳು ಭಾಗಿಯಾಗಿದ್ದಾರೆ. ಉತ್ತರ ಪ್ರದೇಶದ ಭೋಲೆ ಬಾಬಾ ಆರ್ಗ್ಯಾನಿಕ್ ಡೇರಿ ಮಿಲ್ಕ್ ಪ್ರೈವೇಟ್ ಲಿಮಿಟೆಡ್‌ನ ನಿರ್ದೇಶಕರು ಪಾಮ್ ಕರ್ನಲ್ ಆಯಿಲ್ ಮತ್ತು ಇತರ ರಾಸಾಯನಿಕಗಳನ್ನು ಬಳಸಿ ಕೃತಕ ತುಪ್ಪ ತಯಾರಿಸಿದ್ದರು. ಕಲಬೆರಕೆ ತುಪ್ಪವನ್ನು ಟ್ಯಾಂಕರ್‌ಗಳ ಮೂಲಕ ಸಾಗಿಸಲಾಗಿದೆ. ಬೆಲೆ ಕಡಿಮೆ ಮಾಡುವ ಉದ್ದೇಶದಿಂದ ನಕಲಿ ತುಪ್ಪ ಪೂರೈಸಲಾಗಿದೆ. ಈ ಸಂಸ್ಥೆಗಳು ಬೀಟಾ ಕ್ಯಾರೋಟಿನ್, ಅಸಿಟಿಕ್ ಆಸಿಡ್ ಎಸ್ಟರ್ ಮತ್ತು ಸಿಂಥೆಟಿಕ್ ತುಪ್ಪದ ಸುವಾಸನೆಯಂತಹ ರಾಸಾಯನಿಕಗಳನ್ನು ಬಳಸಿವೆ.: [956, 1820, 1212, 2064]
highlight-line2: ಕೋಟಿ: [1004, 1691, 1057, 1721]
currency-icon: [511, 1847, 786, 2069]
story1-body: ಬೆಂಗಳೂರು, ಜ. 30– ಅಪ್ರಾಪ್ತ ವಯಸ್ಸಿನ ಮಕ್ಕಳು ಸಾಮಾಜಿಕ ಜಾಲತಾಣಗಳನ್ನು ಬಳಕೆ ಮಾಡದಂತೆ ನಿಯಮ ರೂಪಿಸುವ ಅಗತ್ಯವಿದೆ ಎಂದು ಬಿಜೆಪಿಯ ಸುರೇಶ್‌ಕುಮಾರ್ ಧ್ವನಿ ಸಭೆಯಲ್ಲಿಂದು ಹೇಳಿದರು. ಆಸ್ಟ್ರೇಲಿಯಾ ಸರ್ಕಾರ ನಿರ್ಣಯದಂತೆ ಮೆಲ್ವಿನ್ ಚರ್ಚೆಯಲ್ಲಿ ಪಾಲ್ಗೊಂಡು ಮಾತನಾಡಿದ ಅವರು, ಆಸ್ಟ್ರೇಲಿಯಾದಲ್ಲಿ ಜಾರಿಗೆ ತಂದ 16 ವರ್ಷದೊಳಗಿನವರಿಗೆ ಸಾಮಾಜಿಕ ಜಾಲತಾಣ ಬಳಸದಂತೆ ನಿಷೇಧ ಹೇರಲಾಗಿದೆ. ರಾಜ್ಯದಲ್ಲೂ, ದೇಶದಲ್ಲೂ ಇದಾಗಬೇಕಿದೆ. ಸಣ್ಣ ವಯಸ್ಸಿನ ಮಕ್ಕಳು ಅಶ್ಲೀಲ ವಿಡಿಯೋಗಳ ವ್ಯಸನಿಗಳಾಗುತ್ತಿದ್ದಾರೆ. ಇದು ಆತಂಕದ ವಿಚಾರ. ಗೋವಾದಲ್ಲೂ ಈ ರೀತಿಯ ಕಾನೂನು ಜಾರಿ ಮಾಡಲು ಚಿಂತನೆ ನಡೆದಿದೆ. ಇದನ್ನು ನಿಯಂತ್ರಿಸುವ ಅಗತ್ಯವಿದೆ. ಇಲ್ಲಿಯವರೆಗೆ ಶಾಲೆಗಳು ಮತ್ತು ಕುಟುಂಬಗಳ ಪರಸ್ಪರ ಹೇಳಲು ಬಾರದಂತಾಗುತ್ತಿದೆ ಎಂದು ಆತಂಕ ವ್ಯಕ್ತಪಡಿಸಿದರು. ಈ ಹಂತದಲ್ಲಿ ಮಧ್ಯೆ ಪ್ರವೇಶಿಸಿ ಮಾತನಾಡಿದ ಬಿಜೆಪಿ ಸಚಿವ ಪ್ರಿಯಾಂಕ್ ಖರ್ಗೆಯವರು ಫಿನ್‌ಲ್ಯಾಂಡ್, ಸ್ಪೇನ್, ಸಿಂಗಾಪುರ, ಆಸ್ಟ್ರೇಲಿಯಾಗಳಲ್ಲಿ ಅಪ್ರಾಪ್ತರಿಗೆ ಸಾಮಾಜಿಕ ಜಾಲತಾಣ ನಿಷೇಧಿಸಿ ಕಾನೂನು ಜಾರಿಗೆ ತಂದಿವೆ. ನಾವು ಈ ಬಗ್ಗೆ ಗಂಭೀರ ಚಿಂತನೆ ನಡೆಸುತ್ತಿದ್ದೇವೆ ಎಂದರು.: [53, 253, 329, 643]
divider: [354, 1009, 1481, 1012]
tennis-story: [354, 111, 1481, 563]
event-photo: [354, 1395, 947, 1710]
tennis-headline: ಮಿಶ್ರ ಡಬಲ್ಸ್ ಗೆದ್ದ ಒಲಿವಿಯಾ-ಜಾನ್: [362, 116, 771, 156]
